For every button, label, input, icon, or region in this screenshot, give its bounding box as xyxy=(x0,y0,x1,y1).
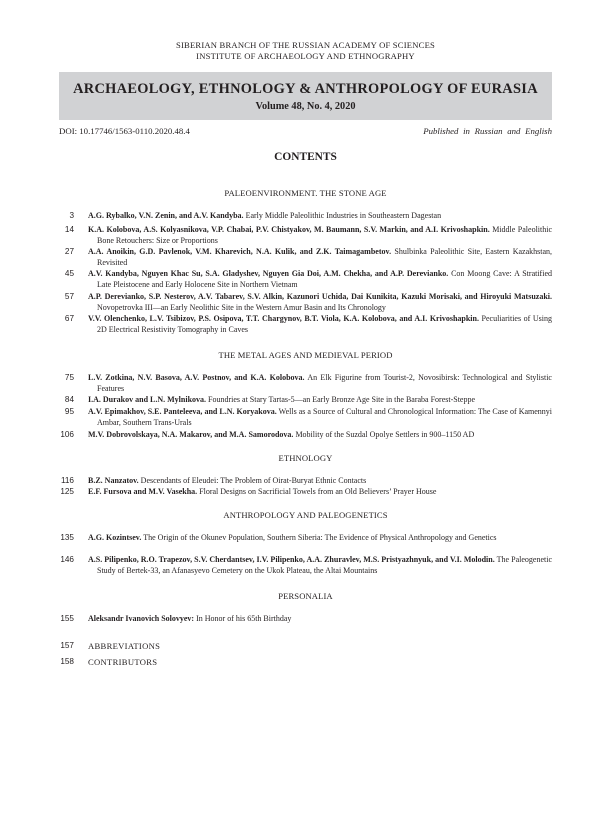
page-number: 14 xyxy=(64,225,74,234)
page-number: 116 xyxy=(60,476,74,485)
page-number: 67 xyxy=(64,314,74,323)
toc-entry xyxy=(59,533,552,544)
entry-title: Peculiarities of Using 2D Electrical Resistivity Tomography in Caves xyxy=(97,314,553,334)
toc-entry xyxy=(59,407,552,428)
section-heading-metal-ages: THE METAL AGES AND MEDIEVAL PERIOD xyxy=(218,350,393,360)
entry-authors: A.S. Pilipenko, R.O. Trapezov, S.V. Cherdantsev, I.V. Pilipenko, A.A. Zhuravlev, M.S. Pristyazhnyuk, and V.I. Molodin. xyxy=(88,555,495,564)
toc-entry-contributors xyxy=(59,657,552,668)
page-number: 3 xyxy=(69,211,74,220)
page-number: 125 xyxy=(60,487,74,496)
institution-line-1: SIBERIAN BRANCH OF THE RUSSIAN ACADEMY OF SCIENCES xyxy=(175,40,436,50)
entry-title: Mobility of the Suzdal Opolye Settlers in 900–1150 AD xyxy=(295,430,475,439)
journal-title: ARCHAEOLOGY, ETHNOLOGY & ANTHROPOLOGY OF EURASIA xyxy=(73,81,538,97)
section-heading-personalia: PERSONALIA xyxy=(278,591,333,601)
entry-authors: V.V. Olenchenko, L.V. Tsibizov, P.S. Osipova, T.T. Chargynov, B.T. Viola, K.A. Kolobova, and A.I. Krivoshapkin. xyxy=(88,314,479,323)
toc-entry xyxy=(59,292,552,313)
entry-title: Wells as a Source of Cultural and Chronological Information: The Case of Kamennyi Ambar, Southern Trans-Urals xyxy=(97,407,553,427)
entry-title: Floral Designs on Sacrificial Towels from an Old Believers’ Prayer House xyxy=(199,487,437,496)
entry-title: The Paleogenetic Study of Bertek-33, an Afanasyevo Cemetery on the Ukok Plateau, the Altai Mountains xyxy=(97,555,552,575)
contents-title: CONTENTS xyxy=(274,151,337,163)
toc-entry xyxy=(59,395,552,406)
entry-authors: A.V. Epimakhov, S.E. Panteleeva, and L.N. Koryakova. xyxy=(88,407,277,416)
page-number: 57 xyxy=(64,292,74,301)
toc-entry xyxy=(59,614,552,625)
entry-authors: A.A. Anoikin, G.D. Pavlenok, V.M. Kharevich, N.A. Kulik, and Z.K. Taimagambetov. xyxy=(88,247,392,256)
entry-authors: B.Z. Nanzatov. xyxy=(88,476,139,485)
toc-entry xyxy=(59,247,552,268)
entry-title: In Honor of his 65th Birthday xyxy=(196,614,292,623)
entry-authors: M.V. Dobrovolskaya, N.A. Makarov, and M.A. Samorodova. xyxy=(88,430,294,439)
toc-entry xyxy=(59,430,552,441)
entry-label: CONTRIBUTORS xyxy=(88,657,158,667)
entry-authors: I.A. Durakov and L.N. Mylnikova. xyxy=(88,395,207,404)
entry-title: An Elk Figurine from Tourist-2, Novosibirsk: Technological and Stylistic Features xyxy=(97,373,552,393)
entry-authors: E.F. Fursova and M.V. Vasekha. xyxy=(88,487,198,496)
page-number: 157 xyxy=(60,641,74,650)
entry-title: The Origin of the Okunev Population, Southern Siberia: The Evidence of Physical Anthropology and Genetics xyxy=(143,533,497,542)
entry-title: Descendants of Eleudei: The Problem of Oirat-Buryat Ethnic Contacts xyxy=(140,476,367,485)
page-number: 155 xyxy=(60,614,74,623)
toc-entry xyxy=(59,373,552,394)
page-number: 27 xyxy=(64,247,74,256)
page-number: 158 xyxy=(60,657,74,666)
entry-authors: A.V. Kandyba, Nguyen Khac Su, S.A. Gladyshev, Nguyen Gia Doi, A.M. Chekha, and A.P. Derevianko. xyxy=(88,269,449,278)
entry-title: Middle Paleolithic Bone Retouchers: Size or Proportions xyxy=(97,225,553,245)
institution-line-2: INSTITUTE OF ARCHAEOLOGY AND ETHNOGRAPHY xyxy=(196,51,415,61)
entry-title: Shulbinka Paleolithic Site, Eastern Kazakhstan, Revisited xyxy=(97,247,553,267)
entry-title: Con Moong Cave: A Stratified Late Pleistocene and Early Holocene Site in Northern Vietnam xyxy=(97,269,552,289)
section-heading-anthropology: ANTHROPOLOGY AND PALEOGENETICS xyxy=(223,510,388,520)
publication-languages: Published in Russian and English xyxy=(423,126,552,136)
entry-authors: Aleksandr Ivanovich Solovyev: xyxy=(88,614,195,623)
entry-authors: L.V. Zotkina, N.V. Basova, A.V. Postnov, and K.A. Kolobova. xyxy=(88,373,305,382)
toc-entry xyxy=(59,487,552,498)
page-number: 95 xyxy=(64,407,74,416)
page-number: 106 xyxy=(60,430,74,439)
entry-title: Novopetrovka III—an Early Neolithic Site in the Western Amur Basin and Its Chronology xyxy=(97,302,386,312)
entry-authors: K.A. Kolobova, A.S. Kolyasnikova, V.P. Chabai, P.V. Chistyakov, M. Baumann, S.V. Markin, and A.I. Krivoshapkin. xyxy=(88,225,490,234)
entry-title: Early Middle Paleolithic Industries in Southeastern Dagestan xyxy=(245,211,442,220)
section-heading-ethnology: ETHNOLOGY xyxy=(278,453,333,463)
doi: DOI: 10.17746/1563-0110.2020.48.4 xyxy=(59,126,190,136)
toc-entry xyxy=(59,476,552,487)
entry-authors: A.G. Kozintsev. xyxy=(88,533,142,542)
section-heading-stone-age: PALEOENVIRONMENT. THE STONE AGE xyxy=(224,188,387,198)
toc-entry-abbreviations xyxy=(59,641,552,652)
journal-banner xyxy=(59,72,552,120)
page-number: 135 xyxy=(60,533,74,542)
toc-entry xyxy=(59,211,552,222)
page-number: 75 xyxy=(64,373,74,382)
volume-info: Volume 48, No. 4, 2020 xyxy=(255,101,356,112)
toc-entry xyxy=(59,269,552,290)
entry-authors: A.P. Derevianko, S.P. Nesterov, A.V. Tabarev, S.V. Alkin, Kazunori Uchida, Dai Kunikita, Kazuki Morisaki, and Hiroyuki Matsuzaki. xyxy=(88,292,552,301)
page-number: 146 xyxy=(60,555,74,564)
page-number: 45 xyxy=(64,269,74,278)
toc-entry xyxy=(59,225,552,246)
toc-entry xyxy=(59,314,552,335)
entry-label: ABBREVIATIONS xyxy=(88,641,161,651)
page-number: 84 xyxy=(64,395,74,404)
entry-title: Foundries at Stary Tartas-5—an Early Bronze Age Site in the Baraba Forest-Steppe xyxy=(208,395,476,404)
toc-entry xyxy=(59,555,552,576)
entry-authors: A.G. Rybalko, V.N. Zenin, and A.V. Kandyba. xyxy=(88,211,244,220)
